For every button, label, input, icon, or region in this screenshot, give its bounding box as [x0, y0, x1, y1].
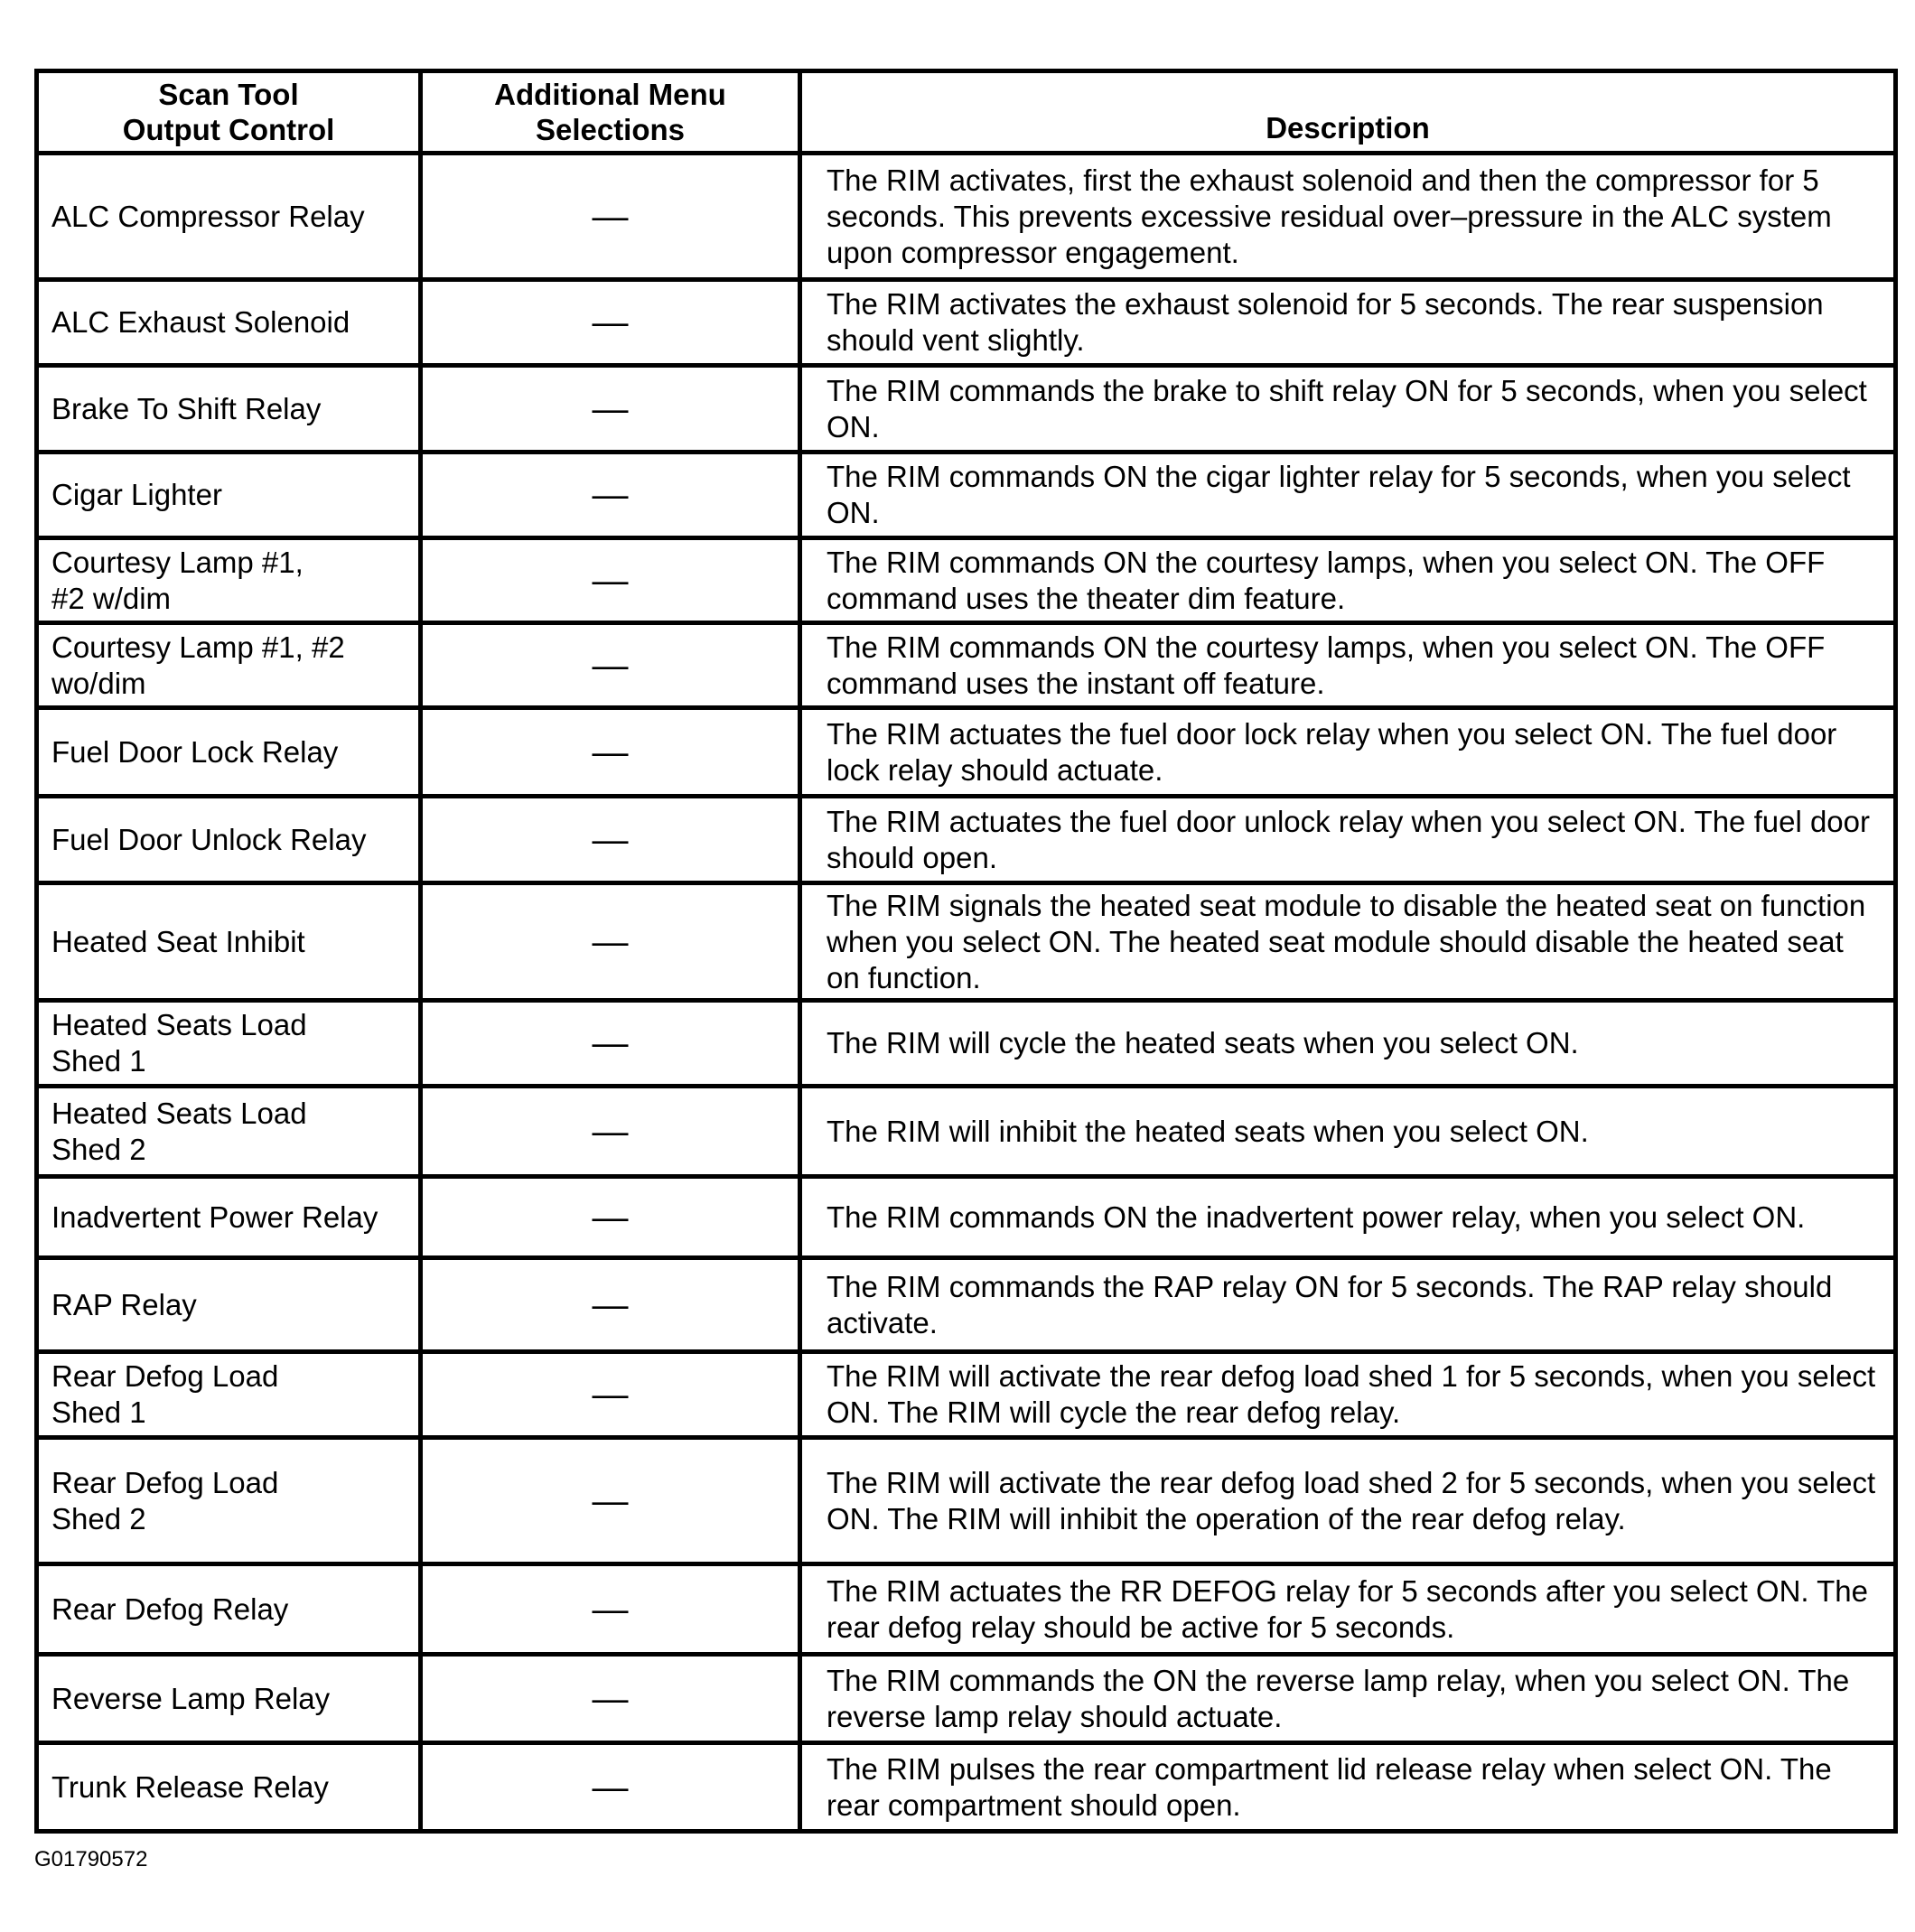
figure-id: G01790572: [34, 1847, 148, 1871]
output-control-cell: Courtesy Lamp #1, #2 wo/dim: [37, 623, 421, 708]
header-description: [800, 71, 1896, 154]
output-control-cell: Rear Defog Relay: [37, 1564, 421, 1655]
table-row: [37, 797, 1896, 883]
table-row: [37, 453, 1896, 538]
output-control-cell: Reverse Lamp Relay: [37, 1655, 421, 1743]
output-control-cell: Heated Seat Inhibit: [37, 883, 421, 1001]
output-control-cell: Rear Defog Load Shed 1: [37, 1352, 421, 1438]
description-cell: The RIM actuates the RR DEFOG relay for 5 seconds after you select ON. The rear defog relay should be active for 5 seconds.: [800, 1564, 1896, 1655]
header-label: Scan Tool Output Control: [122, 78, 335, 146]
output-control-cell: Rear Defog Load Shed 2: [37, 1438, 421, 1564]
table-row: [37, 1655, 1896, 1743]
output-control-cell: Courtesy Lamp #1, #2 w/dim: [37, 538, 421, 623]
menu-selection-cell: —: [421, 1438, 800, 1564]
table-row: [37, 623, 1896, 708]
description-cell: The RIM will activate the rear defog load shed 1 for 5 seconds, when you select ON. The RIM will cycle the rear defog relay.: [800, 1352, 1896, 1438]
description-cell: The RIM will cycle the heated seats when you select ON.: [800, 1001, 1896, 1087]
table-row: [37, 1438, 1896, 1564]
description-cell: The RIM will activate the rear defog load shed 2 for 5 seconds, when you select ON. The RIM will inhibit the operation of the rear defog relay.: [800, 1438, 1896, 1564]
table-body: [37, 154, 1896, 1832]
output-control-cell: Cigar Lighter: [37, 453, 421, 538]
output-control-cell: RAP Relay: [37, 1258, 421, 1352]
menu-selection-cell: —: [421, 623, 800, 708]
table-row: [37, 1177, 1896, 1258]
menu-selection-cell: —: [421, 1655, 800, 1743]
description-cell: The RIM commands ON the courtesy lamps, when you select ON. The OFF command uses the theater dim feature.: [800, 538, 1896, 623]
output-control-cell: Brake To Shift Relay: [37, 366, 421, 453]
menu-selection-cell: —: [421, 1177, 800, 1258]
description-cell: The RIM will inhibit the heated seats when you select ON.: [800, 1087, 1896, 1177]
table-row: [37, 1087, 1896, 1177]
menu-selection-cell: —: [421, 280, 800, 366]
output-control-cell: Trunk Release Relay: [37, 1743, 421, 1832]
menu-selection-cell: —: [421, 1743, 800, 1832]
output-control-cell: Heated Seats Load Shed 2: [37, 1087, 421, 1177]
header-scan-tool-output-control: [37, 71, 421, 154]
menu-selection-cell: —: [421, 154, 800, 280]
table-row: [37, 1564, 1896, 1655]
menu-selection-cell: —: [421, 1001, 800, 1087]
description-cell: The RIM commands the RAP relay ON for 5 seconds. The RAP relay should activate.: [800, 1258, 1896, 1352]
menu-selection-cell: —: [421, 797, 800, 883]
header-label: Additional Menu Selections: [494, 78, 726, 146]
description-cell: The RIM commands the brake to shift relay ON for 5 seconds, when you select ON.: [800, 366, 1896, 453]
menu-selection-cell: —: [421, 366, 800, 453]
menu-selection-cell: —: [421, 1564, 800, 1655]
description-cell: The RIM commands ON the cigar lighter relay for 5 seconds, when you select ON.: [800, 453, 1896, 538]
menu-selection-cell: —: [421, 1087, 800, 1177]
table-row: [37, 538, 1896, 623]
output-control-cell: Inadvertent Power Relay: [37, 1177, 421, 1258]
table-row: [37, 1743, 1896, 1832]
table-row: [37, 154, 1896, 280]
header-additional-menu-selections: [421, 71, 800, 154]
table-row: [37, 708, 1896, 797]
output-control-cell: Fuel Door Unlock Relay: [37, 797, 421, 883]
output-control-cell: Fuel Door Lock Relay: [37, 708, 421, 797]
description-cell: The RIM actuates the fuel door lock relay when you select ON. The fuel door lock relay should actuate.: [800, 708, 1896, 797]
output-control-cell: ALC Compressor Relay: [37, 154, 421, 280]
table-row: [37, 883, 1896, 1001]
description-cell: The RIM pulses the rear compartment lid release relay when select ON. The rear compartment should open.: [800, 1743, 1896, 1832]
menu-selection-cell: —: [421, 1258, 800, 1352]
output-control-table: [34, 69, 1898, 1834]
menu-selection-cell: —: [421, 453, 800, 538]
table-row: [37, 1258, 1896, 1352]
output-control-cell: ALC Exhaust Solenoid: [37, 280, 421, 366]
description-cell: The RIM commands the ON the reverse lamp relay, when you select ON. The reverse lamp relay should actuate.: [800, 1655, 1896, 1743]
description-cell: The RIM commands ON the inadvertent power relay, when you select ON.: [800, 1177, 1896, 1258]
table-header-row: [37, 71, 1896, 154]
description-cell: The RIM activates the exhaust solenoid for 5 seconds. The rear suspension should vent slightly.: [800, 280, 1896, 366]
table-row: [37, 366, 1896, 453]
menu-selection-cell: —: [421, 1352, 800, 1438]
menu-selection-cell: —: [421, 883, 800, 1001]
menu-selection-cell: —: [421, 708, 800, 797]
output-control-cell: Heated Seats Load Shed 1: [37, 1001, 421, 1087]
description-cell: The RIM signals the heated seat module to disable the heated seat on function when you select ON. The heated seat module should disable the heated seat on function.: [800, 883, 1896, 1001]
description-cell: The RIM activates, first the exhaust solenoid and then the compressor for 5 seconds. This prevents excessive residual over–pressure in the ALC system upon compressor engagement.: [800, 154, 1896, 280]
description-cell: The RIM actuates the fuel door unlock relay when you select ON. The fuel door should open.: [800, 797, 1896, 883]
description-cell: The RIM commands ON the courtesy lamps, when you select ON. The OFF command uses the instant off feature.: [800, 623, 1896, 708]
table-row: [37, 280, 1896, 366]
table-row: [37, 1352, 1896, 1438]
header-label: Description: [1266, 111, 1430, 145]
menu-selection-cell: —: [421, 538, 800, 623]
table-row: [37, 1001, 1896, 1087]
